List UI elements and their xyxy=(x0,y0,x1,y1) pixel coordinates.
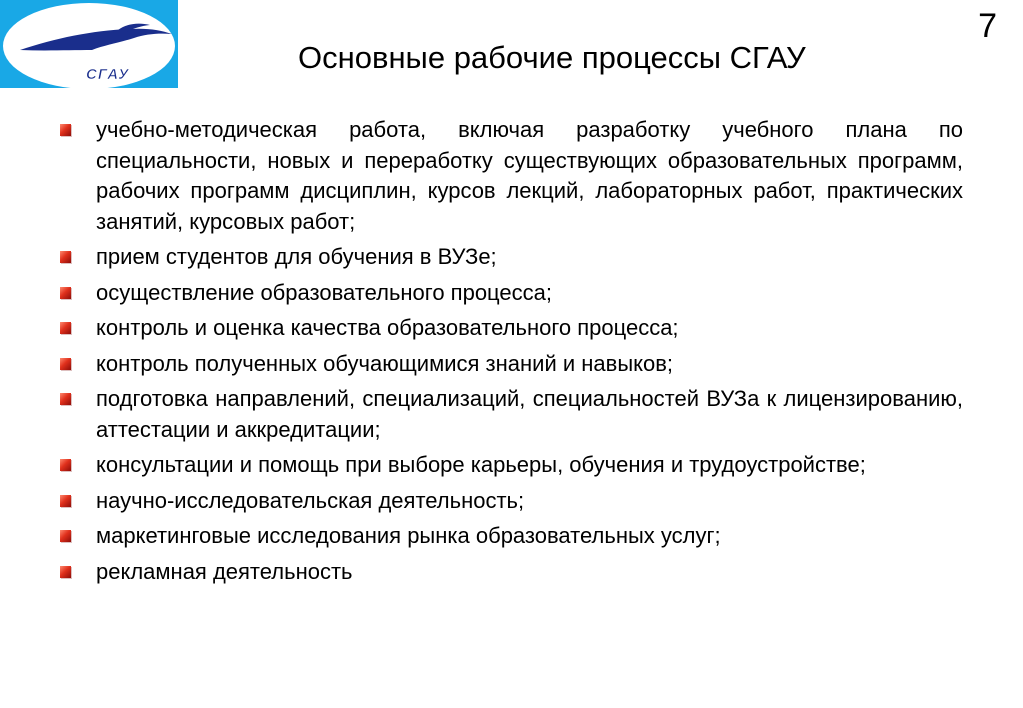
list-item xyxy=(60,115,963,237)
slide-number: 7 xyxy=(978,7,997,45)
list-item xyxy=(60,242,963,273)
bullet-square-icon xyxy=(60,393,71,405)
list-item xyxy=(60,313,963,344)
bullet-square-icon xyxy=(60,124,71,136)
list-item xyxy=(60,384,963,445)
list-item xyxy=(60,450,963,481)
bullet-square-icon xyxy=(60,358,71,370)
list-item xyxy=(60,486,963,517)
list-item-text: контроль полученных обучающимися знаний и навыков; xyxy=(96,350,674,376)
university-logo xyxy=(0,0,178,88)
bullet-square-icon xyxy=(60,459,71,471)
bullet-list xyxy=(60,115,963,592)
list-item-text: прием студентов для обучения в ВУЗе; xyxy=(96,244,497,269)
list-item-text: маркетинговые исследования рынка образовательных услуг; xyxy=(96,523,721,548)
list-item-text: подготовка направлений, специализаций, специальностей ВУЗа к лицензированию, аттестации и аккредитации; xyxy=(96,386,963,442)
list-item xyxy=(60,557,963,588)
list-item xyxy=(60,278,963,309)
bullet-square-icon xyxy=(60,251,71,263)
bullet-square-icon xyxy=(60,322,71,334)
bullet-square-icon xyxy=(60,287,71,299)
list-item-text: учебно-методическая работа, включая разработку учебного плана по специальности, новых и переработку существующих образовательных программ, рабочих программ дисциплин, курсов лекций, лабораторных работ, практических занятий, курсовых работ; xyxy=(96,117,963,234)
list-item-text: научно-исследовательская деятельность; xyxy=(96,487,525,513)
page-title: Основные рабочие процессы СГАУ xyxy=(298,40,806,75)
bullet-square-icon xyxy=(60,495,71,507)
bullet-square-icon xyxy=(60,530,71,542)
list-item-text: консультации и помощь при выборе карьеры, обучения и трудоустройстве; xyxy=(96,452,866,477)
bullet-square-icon xyxy=(60,566,71,578)
list-item xyxy=(60,521,963,552)
list-item-text: осуществление образовательного процесса; xyxy=(96,279,552,305)
list-item-text: рекламная деятельность xyxy=(96,558,353,584)
list-item-text: контроль и оценка качества образовательного процесса; xyxy=(96,315,679,340)
logo-text: СГАУ xyxy=(86,66,130,83)
list-item xyxy=(60,349,963,380)
